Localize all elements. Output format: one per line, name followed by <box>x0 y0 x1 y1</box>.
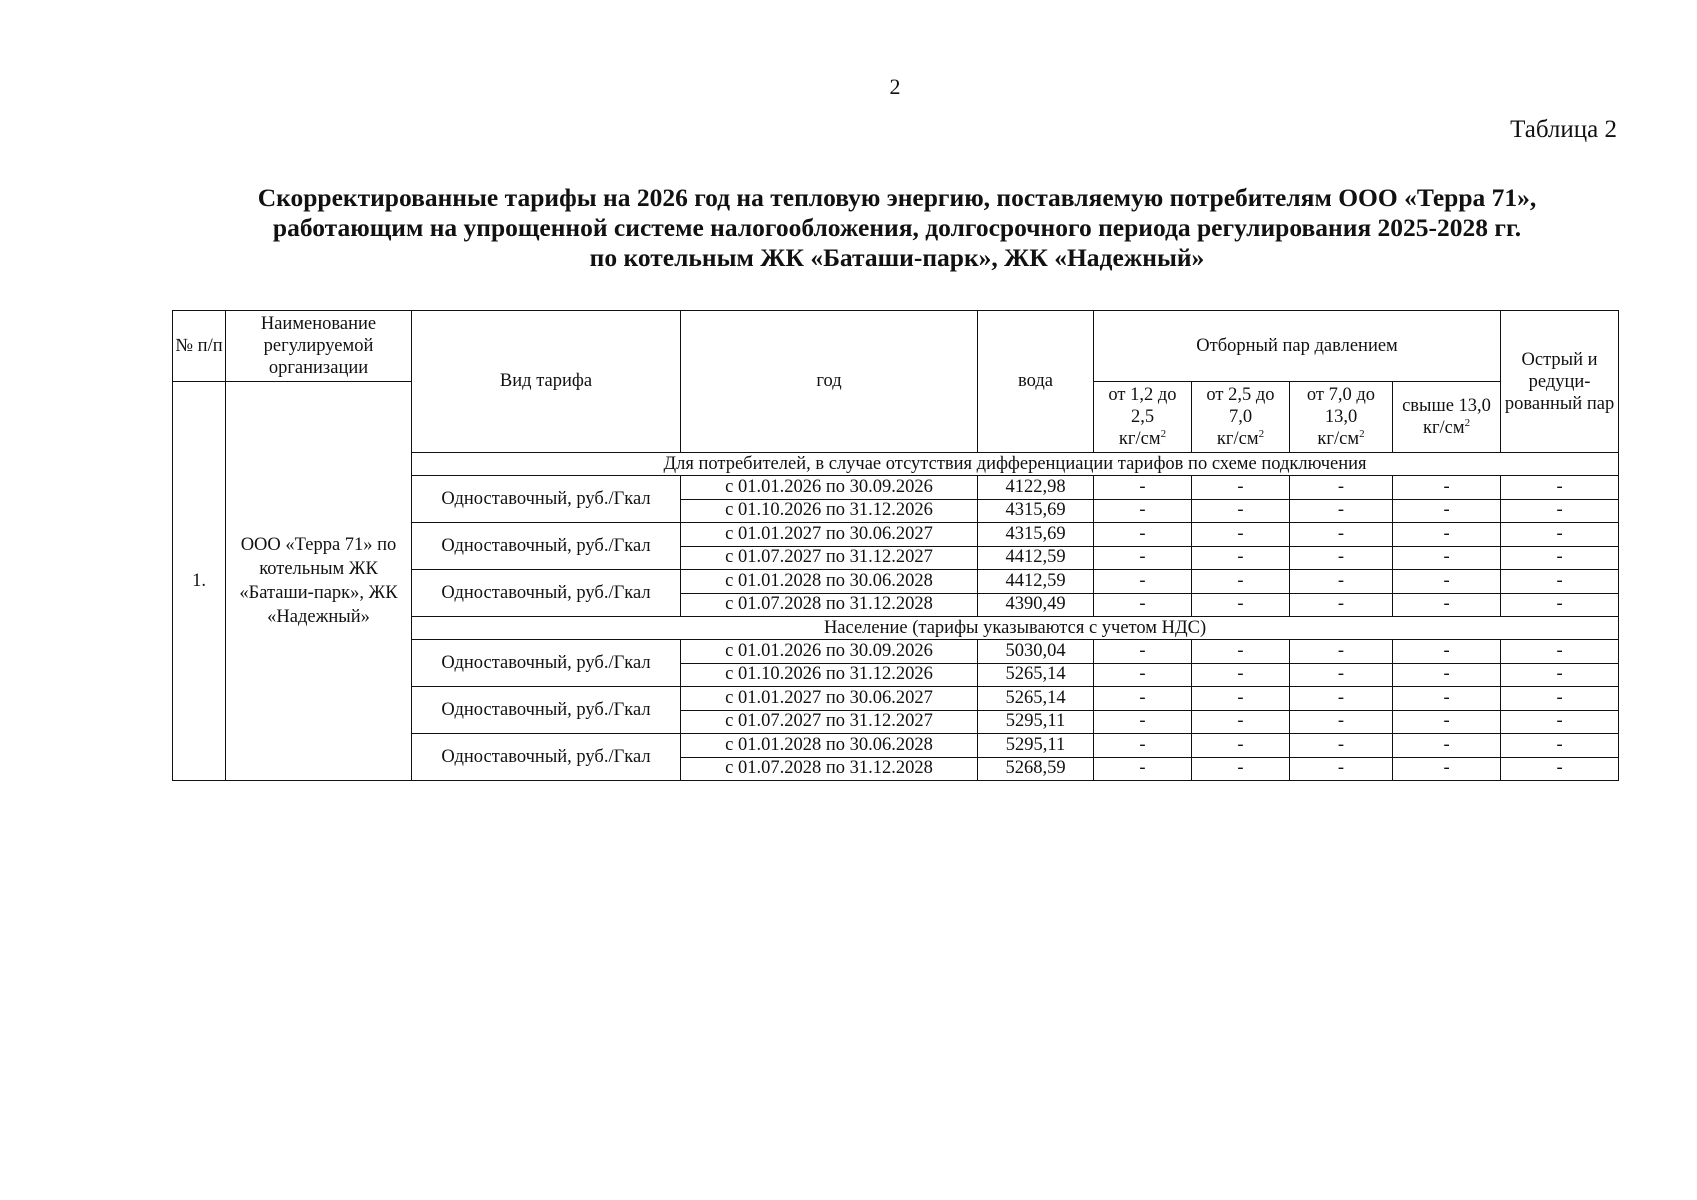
steam-3-cell: - <box>1290 593 1393 617</box>
water-tariff-cell: 4315,69 <box>978 523 1094 547</box>
sharp-steam-cell: - <box>1501 687 1619 711</box>
water-tariff-cell: 4315,69 <box>978 499 1094 523</box>
sharp-steam-cell: - <box>1501 734 1619 758</box>
period-cell: с 01.01.2028 по 30.06.2028 <box>681 734 978 758</box>
section-title: Для потребителей, в случае отсутствия дифференциации тарифов по схеме подключения <box>412 453 1619 476</box>
steam-4-cell: - <box>1393 593 1501 617</box>
period-cell: с 01.07.2027 по 31.12.2027 <box>681 710 978 734</box>
period-cell: с 01.01.2026 по 30.09.2026 <box>681 640 978 664</box>
steam-2-cell: - <box>1192 499 1290 523</box>
tariff-type-cell: Одноставочный, руб./Гкал <box>412 734 681 781</box>
header-unit: кг/см <box>1118 429 1161 449</box>
header-steam-1-range: от 1,2 до 2,5 <box>1108 385 1177 427</box>
steam-3-cell: - <box>1290 546 1393 570</box>
header-water: вода <box>978 311 1094 453</box>
water-tariff-cell: 4412,59 <box>978 546 1094 570</box>
document-title <box>172 183 1622 273</box>
water-tariff-cell: 5265,14 <box>978 687 1094 711</box>
steam-1-cell: - <box>1094 570 1192 594</box>
sharp-steam-cell: - <box>1501 710 1619 734</box>
steam-4-cell: - <box>1393 687 1501 711</box>
period-cell: с 01.01.2027 по 30.06.2027 <box>681 523 978 547</box>
section-title: Население (тарифы указываются с учетом НДС) <box>412 617 1619 640</box>
steam-1-cell: - <box>1094 593 1192 617</box>
steam-1-cell: - <box>1094 499 1192 523</box>
header-unit: кг/см <box>1216 429 1259 449</box>
sharp-steam-cell: - <box>1501 476 1619 500</box>
steam-3-cell: - <box>1290 757 1393 781</box>
steam-3-cell: - <box>1290 734 1393 758</box>
header-steam-3-range: от 7,0 до 13,0 <box>1306 385 1376 427</box>
water-tariff-cell: 5265,14 <box>978 663 1094 687</box>
header-unit: кг/см <box>1317 429 1360 449</box>
steam-1-cell: - <box>1094 734 1192 758</box>
steam-2-cell: - <box>1192 570 1290 594</box>
steam-4-cell: - <box>1393 523 1501 547</box>
steam-2-cell: - <box>1192 593 1290 617</box>
period-cell: с 01.01.2027 по 30.06.2027 <box>681 687 978 711</box>
header-steam-4 <box>1393 382 1501 453</box>
steam-3-cell: - <box>1290 570 1393 594</box>
steam-4-cell: - <box>1393 546 1501 570</box>
steam-4-cell: - <box>1393 640 1501 664</box>
steam-1-cell: - <box>1094 663 1192 687</box>
steam-4-cell: - <box>1393 663 1501 687</box>
steam-3-cell: - <box>1290 663 1393 687</box>
title-line-1: Скорректированные тарифы на 2026 год на тепловую энергию, поставляемую потребителям ООО «Терра 71», <box>257 183 1537 212</box>
steam-2-cell: - <box>1192 523 1290 547</box>
steam-4-cell: - <box>1393 734 1501 758</box>
header-year: год <box>681 311 978 453</box>
water-tariff-cell: 5295,11 <box>978 710 1094 734</box>
steam-3-cell: - <box>1290 687 1393 711</box>
steam-1-cell: - <box>1094 640 1192 664</box>
header-unit-sup: 2 <box>1359 427 1365 440</box>
sharp-steam-cell: - <box>1501 663 1619 687</box>
header-tariff-type: Вид тарифа <box>412 311 681 453</box>
water-tariff-cell: 5268,59 <box>978 757 1094 781</box>
steam-1-cell: - <box>1094 523 1192 547</box>
sharp-steam-cell: - <box>1501 593 1619 617</box>
header-steam-2-range: от 2,5 до 7,0 <box>1206 385 1275 427</box>
steam-4-cell: - <box>1393 570 1501 594</box>
title-line-3: по котельным ЖК «Баташи-парк», ЖК «Надежный» <box>589 243 1205 272</box>
steam-1-cell: - <box>1094 710 1192 734</box>
steam-3-cell: - <box>1290 499 1393 523</box>
steam-2-cell: - <box>1192 734 1290 758</box>
period-cell: с 01.01.2026 по 30.09.2026 <box>681 476 978 500</box>
steam-2-cell: - <box>1192 476 1290 500</box>
header-steam-1 <box>1094 382 1192 453</box>
steam-4-cell: - <box>1393 757 1501 781</box>
steam-3-cell: - <box>1290 523 1393 547</box>
header-steam-group: Отборный пар давлением <box>1094 311 1501 382</box>
header-unit-sup: 2 <box>1258 427 1265 440</box>
steam-2-cell: - <box>1192 640 1290 664</box>
steam-1-cell: - <box>1094 687 1192 711</box>
steam-1-cell: - <box>1094 546 1192 570</box>
period-cell: с 01.07.2027 по 31.12.2027 <box>681 546 978 570</box>
steam-2-cell: - <box>1192 757 1290 781</box>
header-unit: кг/см <box>1422 418 1465 438</box>
steam-1-cell: - <box>1094 757 1192 781</box>
tariff-type-cell: Одноставочный, руб./Гкал <box>412 523 681 570</box>
steam-4-cell: - <box>1393 710 1501 734</box>
header-steam-4-range: свыше 13,0 <box>1402 396 1491 416</box>
water-tariff-cell: 4412,59 <box>978 570 1094 594</box>
water-tariff-cell: 4390,49 <box>978 593 1094 617</box>
header-num: № п/п <box>173 311 226 382</box>
sharp-steam-cell: - <box>1501 757 1619 781</box>
tariff-table <box>172 310 1619 781</box>
period-cell: с 01.10.2026 по 31.12.2026 <box>681 663 978 687</box>
water-tariff-cell: 4122,98 <box>978 476 1094 500</box>
steam-2-cell: - <box>1192 687 1290 711</box>
sharp-steam-cell: - <box>1501 499 1619 523</box>
steam-3-cell: - <box>1290 710 1393 734</box>
sharp-steam-cell: - <box>1501 546 1619 570</box>
sharp-steam-cell: - <box>1501 640 1619 664</box>
title-line-2: работающим на упрощенной системе налогообложения, долгосрочного периода регулирования 2025-2028 гг. <box>272 213 1522 242</box>
header-unit-sup: 2 <box>1464 416 1471 429</box>
period-cell: с 01.10.2026 по 31.12.2026 <box>681 499 978 523</box>
steam-4-cell: - <box>1393 476 1501 500</box>
tariff-type-cell: Одноставочный, руб./Гкал <box>412 687 681 734</box>
header-unit-sup: 2 <box>1160 427 1167 440</box>
period-cell: с 01.07.2028 по 31.12.2028 <box>681 593 978 617</box>
tariff-type-cell: Одноставочный, руб./Гкал <box>412 476 681 523</box>
period-cell: с 01.01.2028 по 30.06.2028 <box>681 570 978 594</box>
water-tariff-cell: 5295,11 <box>978 734 1094 758</box>
sharp-steam-cell: - <box>1501 570 1619 594</box>
header-org: Наименование регулируемой организации <box>226 311 412 382</box>
page-number: 2 <box>889 74 901 99</box>
steam-3-cell: - <box>1290 476 1393 500</box>
tariff-type-cell: Одноставочный, руб./Гкал <box>412 640 681 687</box>
row-number: 1. <box>173 382 226 781</box>
steam-4-cell: - <box>1393 499 1501 523</box>
steam-2-cell: - <box>1192 663 1290 687</box>
period-cell: с 01.07.2028 по 31.12.2028 <box>681 757 978 781</box>
organization-name: ООО «Терра 71» по котельным ЖК «Баташи-парк», ЖК «Надежный» <box>226 382 412 781</box>
steam-1-cell: - <box>1094 476 1192 500</box>
header-steam-3 <box>1290 382 1393 453</box>
steam-3-cell: - <box>1290 640 1393 664</box>
steam-2-cell: - <box>1192 710 1290 734</box>
header-steam-2 <box>1192 382 1290 453</box>
steam-2-cell: - <box>1192 546 1290 570</box>
tariff-type-cell: Одноставочный, руб./Гкал <box>412 570 681 617</box>
table-caption: Таблица 2 <box>1510 116 1617 143</box>
sharp-steam-cell: - <box>1501 523 1619 547</box>
header-sharp-steam: Острый и редуци-рованный пар <box>1501 311 1619 453</box>
water-tariff-cell: 5030,04 <box>978 640 1094 664</box>
